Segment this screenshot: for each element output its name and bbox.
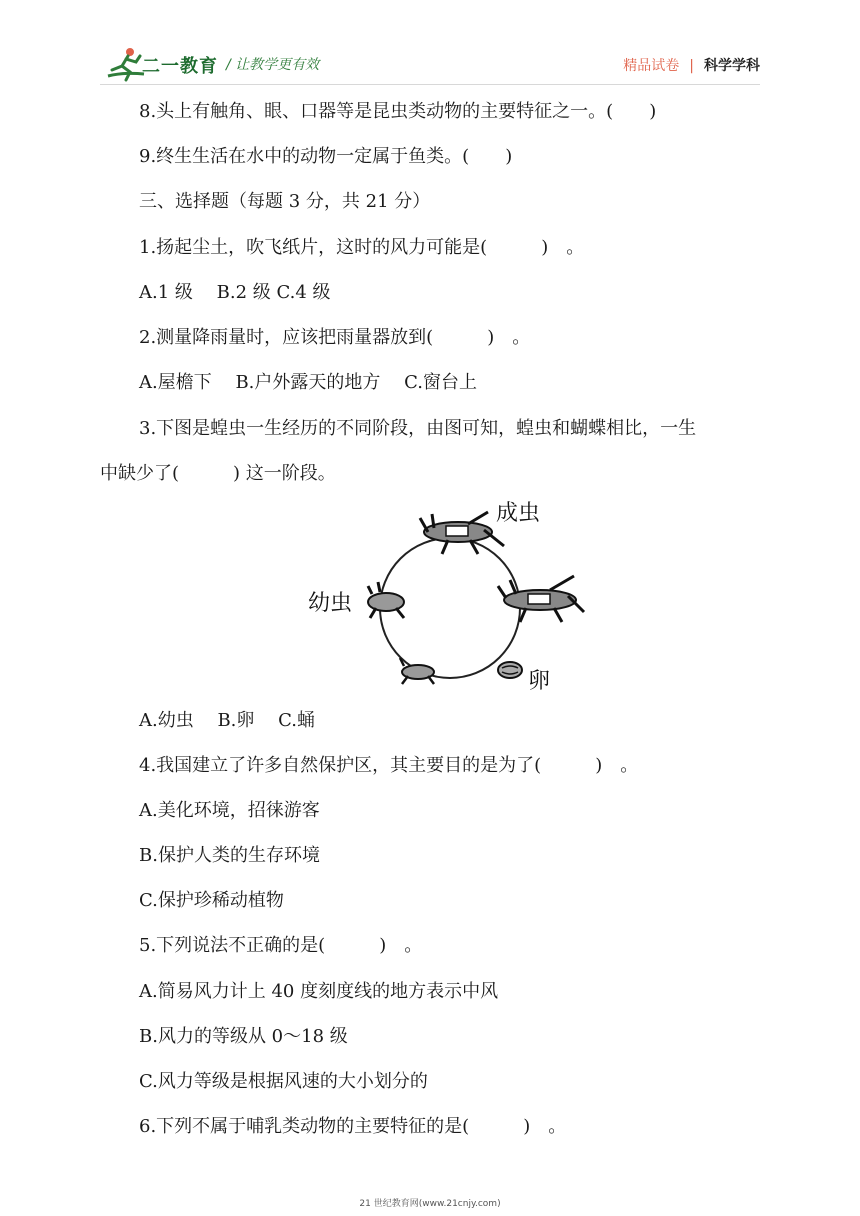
logo-text: 二一教育 [142, 56, 218, 77]
header-tag-subject: 科学学科 [704, 58, 760, 74]
option-line: A.屋檐下 B.户外露天的地方 C.窗台上 [139, 372, 477, 393]
question-line: 1.扬起尘土，吹飞纸片，这时的风力可能是( ) 。 [139, 237, 585, 258]
header-tags [623, 55, 760, 75]
page-footer: 21 世纪教育网(www.21cnjy.com) [359, 1199, 501, 1209]
header-tag-quality: 精品试卷 [623, 58, 680, 74]
option-line: B.保护人类的生存环境 [139, 845, 320, 866]
page-header [0, 0, 860, 90]
option-line: C.风力等级是根据风速的大小划分的 [139, 1071, 428, 1092]
label-adult: 成虫 [496, 501, 541, 526]
option-line: A.简易风力计上 40 度刻度线的地方表示中风 [139, 981, 499, 1002]
question-line: 5.下列说法不正确的是( ) 。 [139, 935, 423, 956]
option-line: A.幼虫 B.卵 C.蛹 [139, 710, 315, 731]
header-divider [100, 84, 760, 85]
slogan-text: 让教学更有效 [235, 57, 320, 73]
question-line: 9.终生生活在水中的动物一定属于鱼类。( ) [139, 146, 513, 167]
adult-locust-icon [498, 576, 584, 622]
question-line: 8.头上有触角、眼、口器等是昆虫类动物的主要特征之一。( ) [139, 101, 657, 122]
option-line: B.风力的等级从 0～18 级 [139, 1026, 348, 1047]
option-line: A.美化环境，招徕游客 [139, 800, 320, 821]
slogan: / 让教学更有效 [226, 57, 320, 73]
question-line: 6.下列不属于哺乳类动物的主要特征的是( ) 。 [139, 1116, 567, 1137]
question-line: 3.下图是蝗虫一生经历的不同阶段，由图可知，蝗虫和蝴蝶相比，一生 [139, 418, 697, 439]
label-egg: 卵 [528, 669, 551, 694]
adult-locust-icon [420, 512, 504, 554]
nymph-locust-icon [368, 582, 404, 618]
egg-icon [498, 662, 522, 678]
locust-life-cycle-diagram [300, 490, 590, 700]
header-separator: | [689, 58, 694, 74]
label-nymph: 幼虫 [308, 591, 353, 616]
option-line: C.保护珍稀动植物 [139, 890, 284, 911]
section-heading: 三、选择题（每题 3 分，共 21 分） [139, 191, 431, 212]
question-line: 中缺少了( ) 这一阶段。 [100, 463, 336, 484]
question-line: 2.测量降雨量时，应该把雨量器放到( ) 。 [139, 327, 531, 348]
option-line: A.1 级 B.2 级 C.4 级 [139, 282, 331, 303]
question-line: 4.我国建立了许多自然保护区，其主要目的是为了( ) 。 [139, 755, 639, 776]
